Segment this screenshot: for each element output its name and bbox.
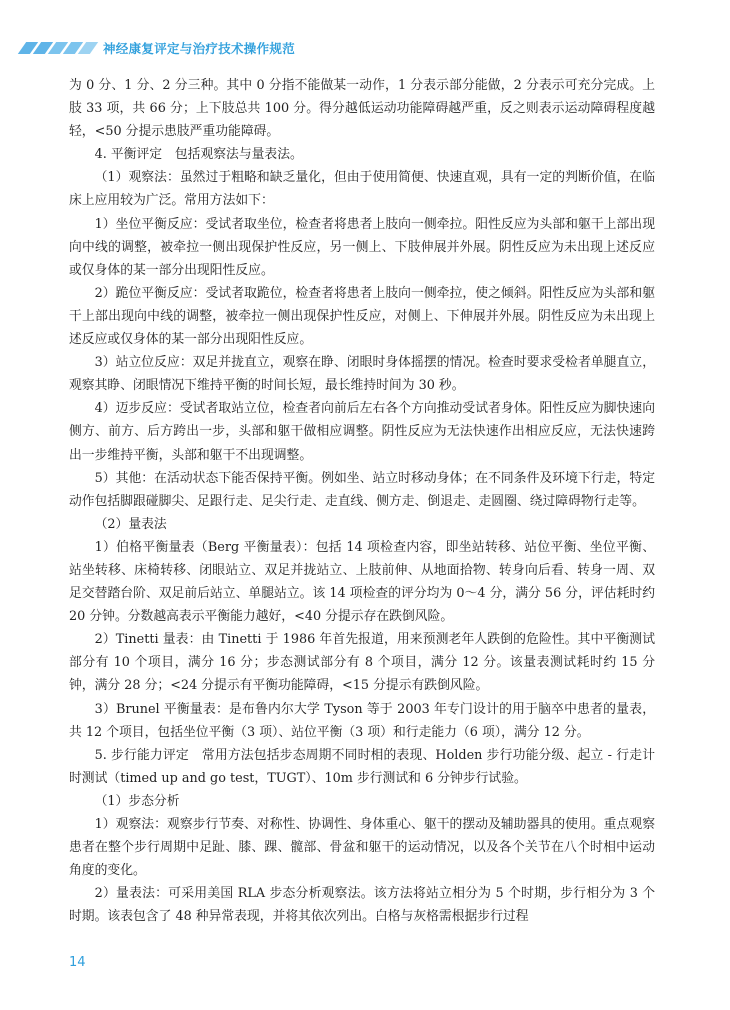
subsection-scale-method: （2）量表法 [94, 516, 167, 532]
subsection-gait-analysis: （1）步态分析 [94, 793, 180, 809]
book-title: 神经康复评定与治疗技术操作规范 [103, 41, 296, 56]
page-number: 14 [69, 955, 86, 970]
item-gait-observation: 1）观察法：观察步行节奏、对称性、协调性、身体重心、躯干的摆动及辅助器具的使用。重点观察患者在整个步行周期中足趾、膝、踝、髋部、骨盆和躯干的运动情况，以及各个关节在八个时相中运动角度的变化。 [69, 817, 655, 879]
section-heading-balance: 4. 平衡评定 包括观察法与量表法。 [94, 147, 303, 163]
page-body [69, 74, 655, 928]
item-other: 5）其他：在活动状态下能否保持平衡。例如坐、站立时移动身体；在不同条件及环境下行走，特定动作包括脚跟碰脚尖、足跟行走、足尖行走、走直线、侧方走、倒退走、走圆圈、绕过障碍物行走等。 [69, 470, 655, 509]
item-kneeling-balance: 2）跪位平衡反应：受试者取跪位，检查者将患者上肢向一侧牵拉，使之倾斜。阳性反应为头部和躯干上部出现向中线的调整，被牵拉一侧出现保护性反应，对侧上、下伸展并外展。阴性反应为未出现上述反应或仅身体的某一部分出现阳性反应。 [69, 285, 655, 348]
item-berg-scale: 1）伯格平衡量表（Berg 平衡量表）：包括 14 项检查内容，即坐站转移、站位平衡、坐位平衡、站坐转移、床椅转移、闭眼站立、双足并拢站立、上肢前伸、从地面拾物、转身向后看、转身一周、双足交替踏台阶、双足前后站立、单腿站立。该 14 项检查的评分均为 0～4 分，满分 56 分，评估耗时约 20 分钟。分数越高表示平衡能力越好，<40 分提示存在跌倒风险。 [69, 539, 655, 625]
item-stepping-reaction: 4）迈步反应：受试者取站立位，检查者向前后左右各个方向推动受试者身体。阳性反应为脚快速向侧方、前方、后方跨出一步，头部和躯干做相应调整。阴性反应为无法快速作出相应反应，无法快速跨出一步维持平衡，头部和躯干不出现调整。 [69, 401, 655, 463]
item-tinetti-scale: 2）Tinetti 量表：由 Tinetti 于 1986 年首先报道，用来预测老年人跌倒的危险性。其中平衡测试部分有 10 个项目，满分 16 分；步态测试部分有 8 个项目，满分 12 分。该量表测试耗时约 15 分钟，满分 28 分；<24 分提示有平衡功能障碍，<15 分提示有跌倒风险。 [69, 632, 655, 694]
section-heading-walking: 5. 步行能力评定 常用方法包括步态周期不同时相的表现、Holden 步行功能分级、起立 - 行走计时测试（timed up and go test，TUGT）、10m 步行测试和 6 分钟步行试验。 [69, 747, 655, 786]
item-gait-scale: 2）量表法：可采用美国 RLA 步态分析观察法。该方法将站立相分为 5 个时期，步行相分为 3 个时期。该表包含了 48 种异常表现，并将其依次列出。白格与灰格需根据步行过程 [69, 886, 655, 925]
header-stripes-decoration [22, 42, 97, 54]
item-brunel-scale: 3）Brunel 平衡量表：是布鲁内尔大学 Tyson 等于 2003 年专门设计的用于脑卒中患者的量表，共 12 个项目，包括坐位平衡（3 项）、站位平衡（3 项）和行走能力（6 项），满分 12 分。 [69, 701, 655, 740]
item-standing-reaction: 3）站立位反应：双足并拢直立，观察在睁、闭眼时身体摇摆的情况。检查时要求受检者单腿直立，观察其睁、闭眼情况下维持平衡的时间长短，最长维持时间为 30 秒。 [69, 355, 655, 394]
subsection-observation: （1）观察法：虽然过于粗略和缺乏量化，但由于使用简便、快速直观，具有一定的判断价值，在临床上应用较为广泛。常用方法如下： [69, 170, 655, 209]
running-header [22, 40, 295, 56]
item-sitting-balance: 1）坐位平衡反应：受试者取坐位，检查者将患者上肢向一侧牵拉。阳性反应为头部和躯干上部出现向中线的调整，被牵拉一侧出现保护性反应，另一侧上、下肢伸展并外展。阴性反应为未出现上述反应或仅身体的某一部分出现阳性反应。 [69, 216, 655, 278]
paragraph-continuation: 为 0 分、1 分、2 分三种。其中 0 分指不能做某一动作，1 分表示部分能做，2 分表示可充分完成。上肢 33 项，共 66 分；上下肢总共 100 分。得分越低运动功能障碍越严重，反之则表示运动障碍程度越轻，<50 分提示患肢严重功能障碍。 [69, 78, 655, 140]
